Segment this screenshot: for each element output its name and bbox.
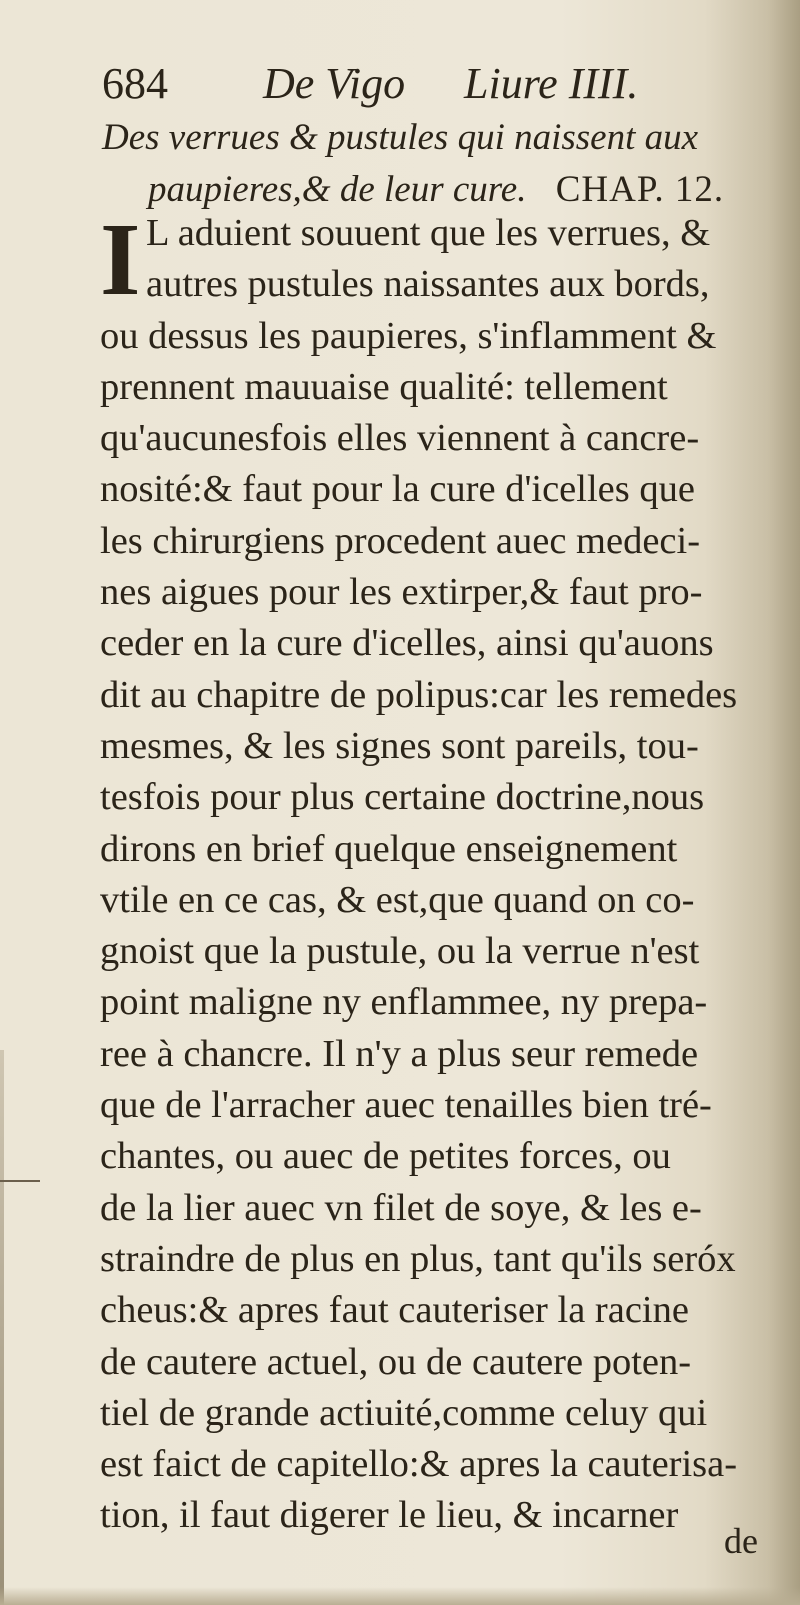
chapter-title-line-1: Des verrues & pustules qui naissent aux (102, 117, 699, 158)
text-line: dirons en brief quelque enseignement (100, 827, 678, 870)
text-line: point maligne ny enflammee, ny prepa- (100, 981, 708, 1024)
text-line: chantes, ou auec de petites forces, ou (100, 1135, 671, 1178)
page-number: 684 (102, 59, 168, 108)
text-line: L aduient souuent que les verrues, & (146, 212, 711, 254)
text-line: est faict de capitello:& apres la cauterisa- (100, 1443, 738, 1486)
running-head (102, 58, 742, 110)
text-line: de cautere actuel, ou de cautere poten- (100, 1340, 692, 1383)
running-head-author: De Vigo (263, 59, 406, 108)
text-line: tesfois pour plus certaine doctrine,nous (100, 776, 705, 819)
chapter-label: CHAP. 12. (555, 169, 725, 210)
page-left-edge (0, 1050, 4, 1605)
drop-cap: I (100, 202, 141, 317)
running-head-book: Liure IIII. (464, 59, 639, 108)
page-bottom-edge (0, 1587, 800, 1605)
text-line: gnoist que la pustule, ou la verrue n'est (100, 930, 700, 973)
text-line: nes aigues pour les extirper,& faut pro- (100, 571, 703, 614)
text-line: autres pustules naissantes aux bords, (146, 263, 710, 306)
chapter-title-line-2: paupieres,& de leur cure. (148, 169, 527, 210)
text-line: qu'aucunesfois elles viennent à cancre- (100, 417, 700, 460)
catchword: de (724, 1521, 758, 1561)
chapter-title (102, 112, 782, 216)
text-line: nosité:& faut pour la cure d'icelles que (100, 468, 695, 511)
text-line: dit au chapitre de polipus:car les remedes (100, 673, 738, 716)
body-text (100, 202, 770, 1542)
text-line: prennent mauuaise qualité: tellement (100, 365, 668, 408)
margin-rule (0, 1180, 40, 1182)
text-line: straindre de plus en plus, tant qu'ils seróx (100, 1237, 736, 1280)
text-line: tion, il faut digerer le lieu, & incarner (100, 1494, 679, 1537)
text-line: cheus:& apres faut cauteriser la racine (100, 1289, 689, 1332)
text-line: vtile en ce cas, & est,que quand on co- (100, 878, 695, 921)
text-line: ree à chancre. Il n'y a plus seur remede (100, 1032, 699, 1075)
text-line: ceder en la cure d'icelles, ainsi qu'auons (100, 622, 714, 665)
text-line: les chirurgiens procedent auec medeci- (100, 519, 701, 562)
text-line: ou dessus les paupieres, s'inflamment & (100, 314, 717, 357)
text-line: tiel de grande actiuité,comme celuy qui (100, 1391, 708, 1434)
text-line: mesmes, & les signes sont pareils, tou- (100, 724, 699, 767)
text-line: de la lier auec vn filet de soye, & les e- (100, 1186, 702, 1229)
text-line: que de l'arracher auec tenailles bien tré- (100, 1084, 712, 1127)
